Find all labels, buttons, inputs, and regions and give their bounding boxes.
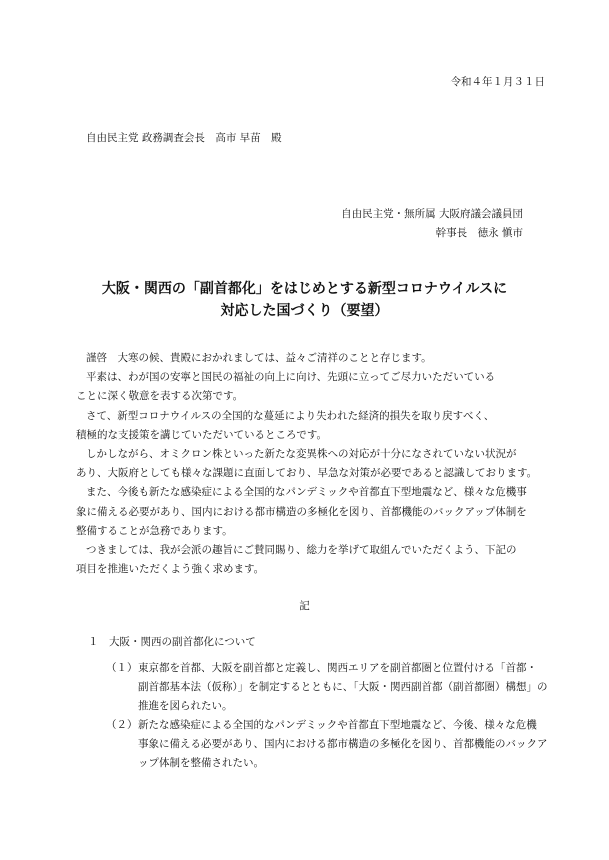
item-line: ップ体制を整備されたい。 xyxy=(138,757,264,770)
document-date: 令和４年１月３１日 xyxy=(450,76,545,88)
body-line: また、今後も新たな感染症による全国的なパンデミックや首都直下型地震など、様々な危機事 xyxy=(86,486,527,499)
body-line: 整備することが急務であります。 xyxy=(76,524,233,537)
body-line: しかしながら、オミクロン株といった新たな変異株への対応が十分になされていない状況が xyxy=(86,448,517,461)
item-line: 推進を図られたい。 xyxy=(138,700,233,713)
body-line: 積極的な支援策を講じていただいているところです。 xyxy=(76,428,328,441)
ki-heading: 記 xyxy=(299,600,310,612)
item-line: 事象に備える必要があり、国内における都市構造の多極化を図り、首都機能のバックア xyxy=(138,738,548,751)
sender-organization: 自由民主党・無所属 大阪府議会議員団 xyxy=(341,208,523,220)
letter-body xyxy=(76,349,556,579)
item-number: （２） xyxy=(106,719,138,731)
document-title-line2: 対応した国づくり（要望） xyxy=(220,303,389,319)
body-line: 項目を推進いただくよう強く求めます。 xyxy=(76,563,265,576)
body-line: ことに深く敬意を表する次第です。 xyxy=(76,390,244,403)
item-number: （１） xyxy=(106,662,138,674)
item-line: 副首都基本法（仮称）」を制定するとともに、「大阪・関西副首都（副首都圏）構想」の xyxy=(138,681,548,694)
body-line: あり、大阪府としても様々な課題に直面しており、早急な対策が必要であると認識しております。 xyxy=(76,467,538,480)
body-line: 象に備える必要があり、国内における都市構造の多極化を図り、首都機能のバックアップ体制を xyxy=(76,505,527,518)
section-1-heading: １ 大阪・関西の副首都化について xyxy=(88,636,256,648)
item-line: 新たな感染症による全国的なパンデミックや首都直下型地震など、今後、様々な危機 xyxy=(138,719,537,731)
addressee: 自由民主党 政務調査会長 高市 早苗 殿 xyxy=(86,132,282,144)
sender-name: 幹事長 徳永 愼市 xyxy=(435,227,523,239)
body-line: 謹啓 大寒の候、貴殿におかれましては、益々ご清祥のことと存じます。 xyxy=(86,352,432,364)
item-line: 東京都を首都、大阪を副首都と定義し、関西エリアを副首都圏と位置付ける「首都・ xyxy=(138,662,537,674)
body-line: つきましては、我が会派の趣旨にご賛同賜り、総力を挙げて取組んでいただくよう、下記の xyxy=(86,544,517,557)
document-title-line1: 大阪・関西の「副首都化」をはじめとする新型コロナウイルスに xyxy=(101,281,508,297)
body-line: さて、新型コロナウイルスの全国的な蔓延により失われた経済的損失を取り戻すべく、 xyxy=(86,409,495,422)
body-line: 平素は、わが国の安寧と国民の福祉の向上に向け、先頭に立ってご尽力いただいている xyxy=(86,371,496,384)
